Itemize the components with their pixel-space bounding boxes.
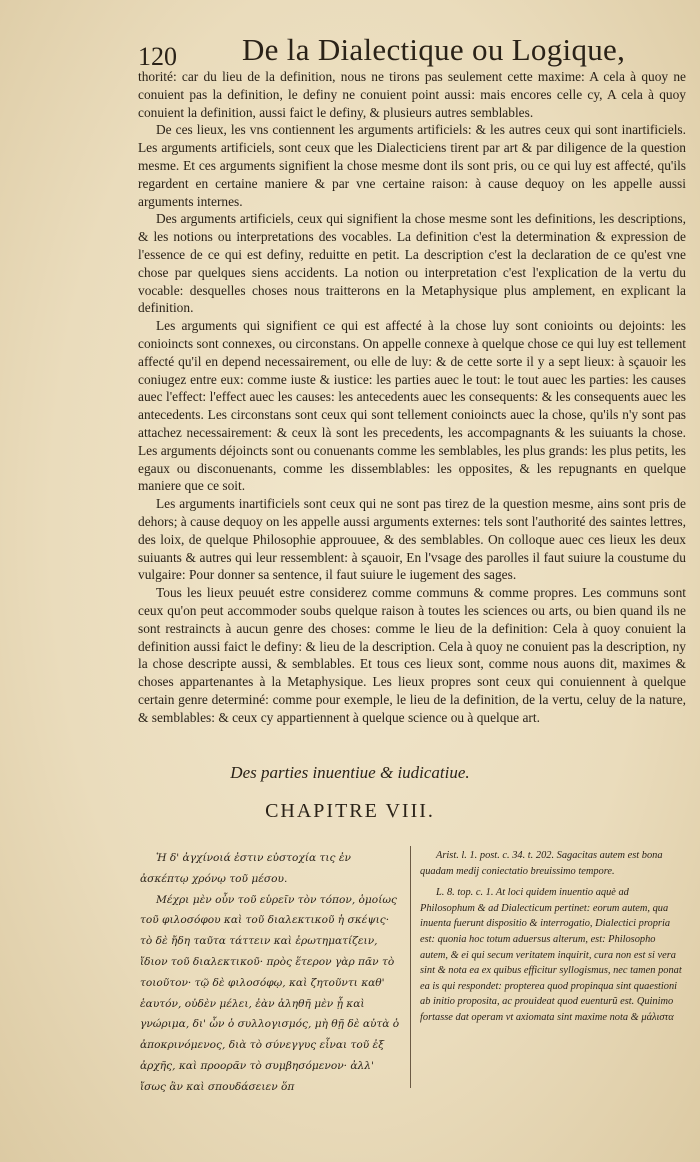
latin-column xyxy=(420,848,682,1032)
chapter-title: CHAPITRE VIII. xyxy=(265,800,435,822)
page-header xyxy=(0,28,700,72)
greek-paragraph: Ἡ δ' ἀγχίνοιά ἐστιν εὐστοχία τις ἐν ἀσκέπτῳ χρόνῳ τοῦ μέσου. xyxy=(140,852,351,885)
running-title: De la Dialectique ou Logique, xyxy=(242,32,626,67)
page-number: 120 xyxy=(138,42,177,71)
greek-column xyxy=(140,848,402,1098)
paragraph: Des arguments artificiels, ceux qui signifient la chose mesme sont les definitions, les descriptions, & les notions ou interpretations des vocables. La definition c'est la determination & expression de l'essence de ce qui est definy, reduitte en petit. La description c'est la declaration de ce qu'est vne chose par quelques siens accidents. La notion ou interpretation c'est l'explication de la vertu du vocable: desquelles choses nous traitterons en la Metaphysique plus amplement, en explicant la definition. xyxy=(138,211,686,316)
main-text xyxy=(138,68,686,726)
section-heading: Des parties inuentiue & iudicatiue. xyxy=(230,763,470,782)
column-divider xyxy=(410,846,411,1088)
greek-paragraph: Μέχρι μὲν οὖν τοῦ εὑρεῖν τὸν τόπον, ὁμοίως τοῦ φιλοσόφου καὶ τοῦ διαλεκτικοῦ ἡ σκέψις· τὸ δὲ ἤδη ταῦτα τάττειν καὶ ἐρωτηματίζειν, ἴδιον τοῦ διαλεκτικοῦ· πρὸς ἕτερον γὰρ πᾶν τὸ τοιοῦτον· τῷ δὲ φιλοσόφῳ, καὶ ζητοῦντι καθ' ἑαυτόν, οὐδὲν μέλει, ἐὰν ἀληθῆ μὲν ᾖ καὶ γνώριμα, δι' ὧν ὁ συλλογισμός, μὴ θῇ δὲ αὐτὰ ὁ ἀποκρινόμενος, διὰ τὸ σύνεγγυς εἶναι τοῦ ἐξ ἀρχῆς, καὶ προορᾶν τὸ συμβησόμενον· ἀλλ' ἴσως ἂν καὶ σπουδάσειεν ὅπ xyxy=(140,893,400,1093)
paragraph: thorité: car du lieu de la definition, nous ne tirons pas seulement cette maxime: A cela à quoy ne conuient pas la definition, le definy ne conuient point aussi: mais encores celle cy, A cela à quoy conuient la definition, aussi faict le definy, & plusieurs autres semblables. xyxy=(138,69,686,120)
paragraph: Tous les lieux peuuét estre considerez comme communs & comme propres. Les communs sont ceux qu'on peut accommoder soubs quelque raison à toutes les sciences ou arts, ou bien quand ils ne sont restraincts à aucun genre des choses: comme le lieu de la definition: Cela à quoy conuient la definition aussi faict le definy: & lieu de la description. Cela à quoy ne conuient pas la description, ny la chose descripte aussi, & semblables. Et tous ces lieux sont, comme nous auons dit, maximes & choses appartenantes à la Metaphysique. Les lieux propres sont ceux qui conuiennent à quelque certain genre determiné: comme pour exemple, le lieu de la definition, de la vertu, celuy de la nature, & semblables: & ceux cy appartiennent à quelque science ou à quelque art. xyxy=(138,585,686,725)
latin-paragraph: L. 8. top. c. 1. At loci quidem inuentio aquè ad Philosophum & ad Dialecticum pertinet: eorum autem, qua inuenta fuerunt dispositio & interrogatio, Dialectici propria est: quonia hoc totum aduersus alterum, est: Philosopho autem, & ei qui secum veritatem inquirit, cura non est si vera sint & nota ea ex quibus efficitur syllogismus, nec tamen ponat ea is qui respondet: propterea quod propinqua sint quaestioni ab initio proposita, ac prouideat quod euenturũ est. Quinimo fortasse dat operam vt axiomata sint maxime nota & μάλιστα xyxy=(420,887,682,1023)
paragraph: De ces lieux, les vns contiennent les arguments artificiels: & les autres ceux qui sont inartificiels. Les arguments artificiels, sont ceux que les Dialecticiens tirent par art & par diligence de la question mesme. Et ces arguments signifient la chose mesme dont ils sont pris, ou ce qui luy est affecté, qu'ils regardent en certaine maniere & par vne certaine raison: à cause dequoy on les appelle aussi arguments internes. xyxy=(138,122,686,209)
paragraph: Les arguments qui signifient ce qui est affecté à la chose luy sont conioints ou dejoints: les conioincts sont connexes, ou circonstans. On appelle connexe à quelque chose ce qui luy est tellement affecté qu'il en depend necessairement, ou elle de luy: & de cette sorte il y a sept lieux: à sçauoir les coniugez entre eux: comme iuste & iustice: les parties auec le tout: le tout auec les parties: les causes auec l'effect: l'effect auec les causes: les antecedents auec les consequents: & les consequents auec les antecedents. Les circonstans sont ceux qui sont tellement conioincts auec la chose, qu'ils n'y sont pas attachez necessairement: & ceux là sont les precedents, les accompagnants & les suiuants la chose. Les arguments déjoincts sont ou conuenants comme les semblables, les plus grands: les plus petits, les egaux ou disconuenants, comme les dissemblables: les opposites, & les repugnants en quelque maniere que ce soit. xyxy=(138,318,686,494)
paragraph: Les arguments inartificiels sont ceux qui ne sont pas tirez de la question mesme, ains sont pris de dehors; à cause dequoy on les appelle aussi arguments externes: tels sont l'authorité des saintes lettres, des loix, de quelque Philosophie approuuee, & des semblables. On colloque auec ces lieux les deux suiuants & autres qui leur ressemblent: à sçauoir, En l'vsage des parolles il faut suiure la coustume du vulgaire: Pour donner sa sentence, il faut suiure le iugement des sages. xyxy=(138,496,686,583)
latin-paragraph: Arist. l. 1. post. c. 34. t. 202. Sagacitas autem est bona quadam medij coniectatio breuissimo tempore. xyxy=(420,850,663,877)
